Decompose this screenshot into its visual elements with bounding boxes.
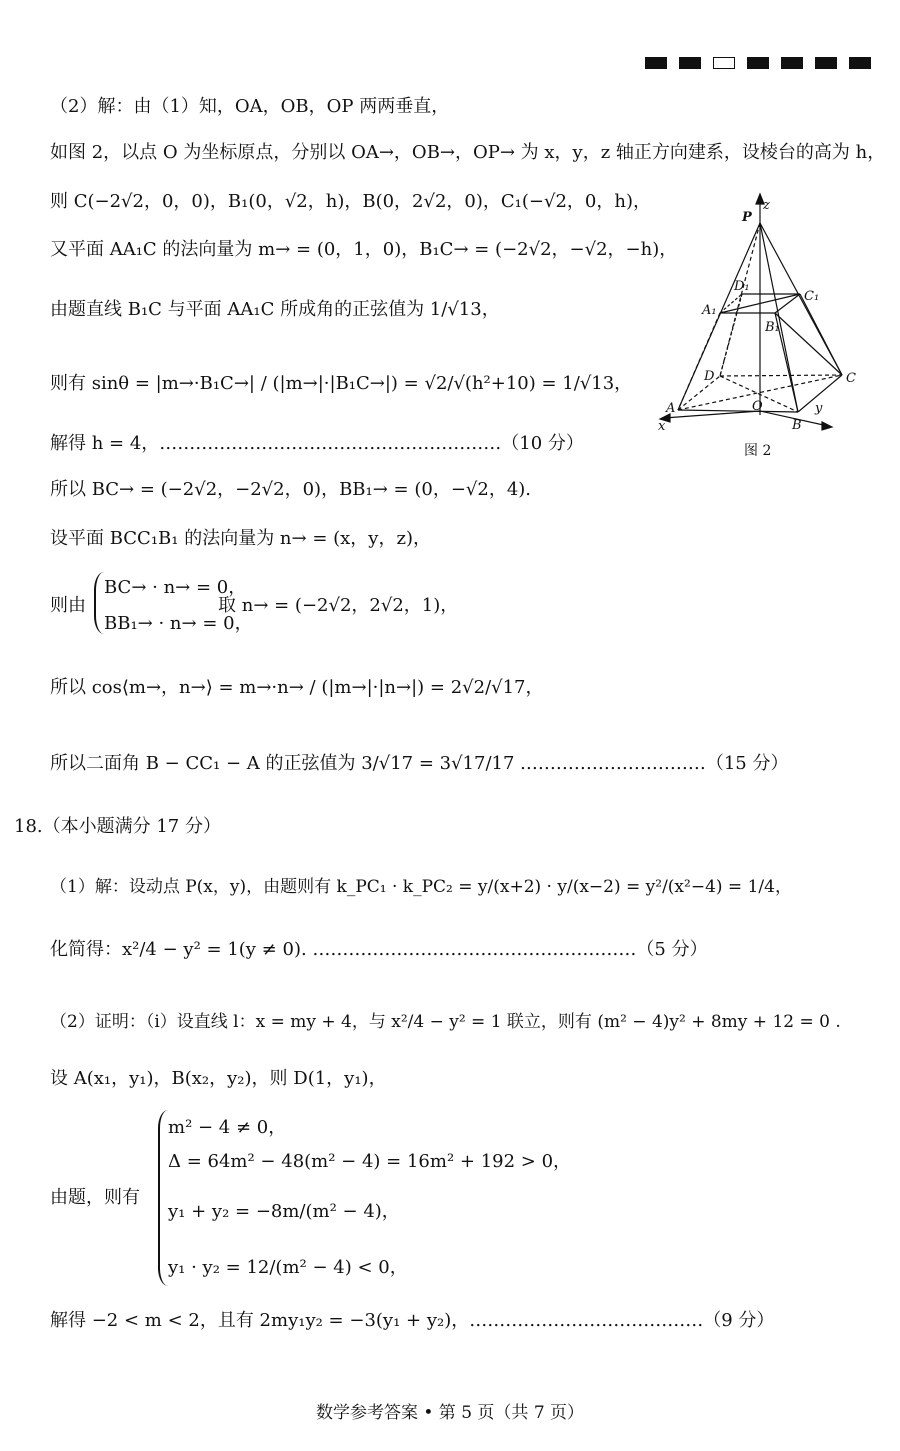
text-line: 设平面 BCC₁B₁ 的法向量为 n→ = (x，y，z)， xyxy=(50,528,431,549)
text-line: 则由 xyxy=(50,595,86,616)
text-line: 如图 2，以点 O 为坐标原点，分别以 OA→，OB→，OP→ 为 x，y，z 轴正方向建系，设棱台的高为 h， xyxy=(50,142,886,163)
text-line: 所以二面角 B − CC₁ − A 的正弦值为 3/√17 = 3√17/17 .…………………………（15 分） xyxy=(50,753,789,774)
text-line: 取 n→ = (−2√2，2√2，1)， xyxy=(218,595,459,616)
text-line: 则 C(−2√2，0，0)，B₁(0，√2，h)，B(0，2√2，0)，C₁(−√2，0，h)， xyxy=(50,191,651,212)
label-P: P xyxy=(742,210,752,225)
header-mark xyxy=(815,57,837,69)
text-line: 解得 h = 4，…………………………………………………（10 分） xyxy=(50,433,584,454)
label-O: O xyxy=(752,399,763,414)
text-line: 所以 BC→ = (−2√2，−2√2，0)，BB₁→ = (0，−√2，4). xyxy=(50,479,532,500)
text-line: 设 A(x₁，y₁)，B(x₂，y₂)，则 D(1，y₁)， xyxy=(50,1068,387,1089)
label-A1: A₁ xyxy=(702,303,717,318)
label-y: y xyxy=(815,401,823,416)
label-C: C xyxy=(846,371,856,386)
header-mark xyxy=(747,57,769,69)
label-A: A xyxy=(666,401,676,416)
header-mark xyxy=(849,57,871,69)
x-axis xyxy=(664,411,760,418)
text-line: （2）解：由（1）知，OA，OB，OP 两两垂直， xyxy=(50,96,450,117)
label-B: B xyxy=(792,418,802,433)
figure-caption: 图 2 xyxy=(744,443,772,459)
label-D1: D₁ xyxy=(734,279,750,294)
equation-line: BC→ · n→ = 0， xyxy=(104,577,247,598)
text-line: 则有 sinθ = |m→·B₁C→| / (|m→|·|B₁C→|) = √2/√(h²+10) = 1/√13， xyxy=(50,373,633,394)
equation-line: BB₁→ · n→ = 0， xyxy=(104,613,253,634)
equation-line: m² − 4 ≠ 0， xyxy=(168,1117,287,1138)
label-x: x xyxy=(658,419,666,434)
header-mark-hollow xyxy=(713,57,735,69)
text-line: 解得 −2 < m < 2，且有 2my₁y₂ = −3(y₁ + y₂)，…………………………………（9 分） xyxy=(50,1310,775,1331)
text-line: 由题直线 B₁C 与平面 AA₁C 所成角的正弦值为 1/√13， xyxy=(50,299,500,320)
figure-frustum xyxy=(650,190,865,440)
header-mark xyxy=(679,57,701,69)
equation-line: Δ = 64m² − 48(m² − 4) = 16m² + 192 > 0， xyxy=(168,1151,572,1172)
page-footer: 数学参考答案 • 第 5 页（共 7 页） xyxy=(315,1403,585,1423)
equation-line: y₁ + y₂ = −8m/(m² − 4)， xyxy=(168,1201,400,1222)
label-z: z xyxy=(763,198,770,213)
text-line: 又平面 AA₁C 的法向量为 m→ = (0，1，0)，B₁C→ = (−2√2，−√2，−h)， xyxy=(50,239,678,260)
equation-line: y₁ · y₂ = 12/(m² − 4) < 0， xyxy=(168,1257,408,1278)
problem-heading: 18.（本小题满分 17 分） xyxy=(14,816,221,837)
label-B1: B₁ xyxy=(765,320,780,335)
header-mark xyxy=(781,57,803,69)
text-line: （2）证明：（ⅰ）设直线 l：x = my + 4，与 x²/4 − y² = 1 联立，则有 (m² − 4)y² + 8my + 12 = 0 . xyxy=(50,1012,841,1032)
text-line: 由题，则有 xyxy=(50,1187,140,1208)
header-mark xyxy=(645,57,667,69)
text-line: 化简得：x²/4 − y² = 1(y ≠ 0). ………………………………………………（5 分） xyxy=(50,939,708,960)
text-line: （1）解：设动点 P(x，y)，由题则有 k_PC₁ · k_PC₂ = y/(x+2) · y/(x−2) = y²/(x²−4) = 1/4， xyxy=(50,877,792,897)
label-D: D xyxy=(704,369,715,384)
label-C1: C₁ xyxy=(804,289,820,304)
text-line: 所以 cos⟨m→，n→⟩ = m→·n→ / (|m→|·|n→|) = 2√2/√17， xyxy=(50,677,544,698)
